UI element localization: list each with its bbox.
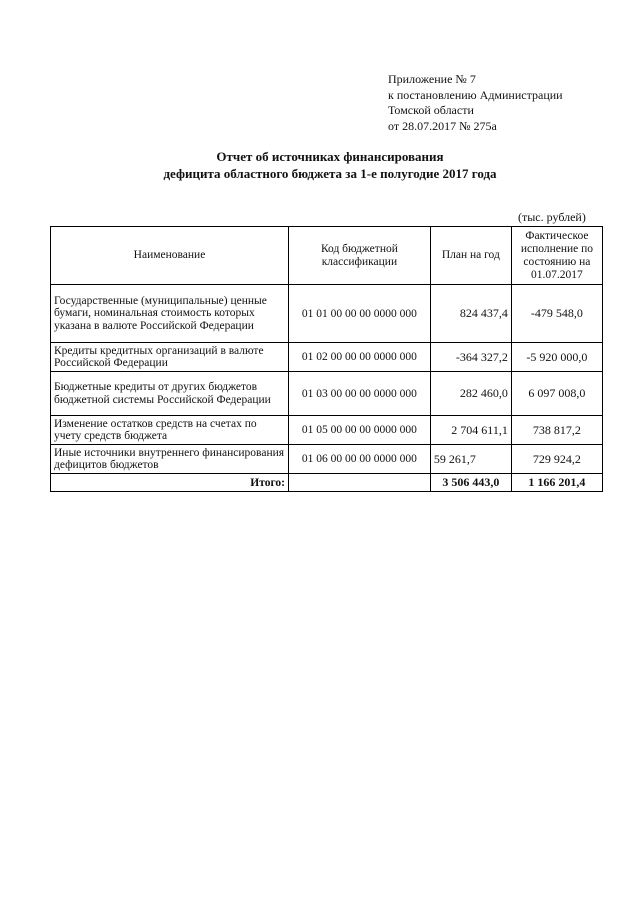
row-name: Изменение остатков средств на счетах по учету средств бюджета [51, 416, 289, 445]
total-code-empty [289, 474, 431, 492]
header-plan: План на год [430, 227, 511, 285]
row-name: Бюджетные кредиты от других бюджетов бюджетной системы Российской Федерации [51, 372, 289, 416]
row-code: 01 03 00 00 00 0000 000 [289, 372, 431, 416]
row-code: 01 06 00 00 00 0000 000 [289, 445, 431, 474]
row-fact: -5 920 000,0 [511, 343, 602, 372]
row-name: Государственные (муниципальные) ценные бумаги, номинальная стоимость которых указана в валюте Российской Федерации [51, 285, 289, 343]
appendix-line-3: Томской области [388, 103, 474, 117]
total-row [51, 474, 603, 492]
row-fact: -479 548,0 [511, 285, 602, 343]
header-fact: Фактическое исполнение по состоянию на 01.07.2017 [511, 227, 602, 285]
row-plan: 59 261,7 [430, 445, 511, 474]
report-title [0, 148, 640, 182]
table-row [51, 372, 603, 416]
row-fact: 738 817,2 [511, 416, 602, 445]
report-title-line-1: Отчет об источниках финансирования [216, 149, 444, 164]
appendix-block [388, 72, 563, 134]
appendix-line-1: Приложение № 7 [388, 72, 476, 86]
header-code: Код бюджетной классификации [289, 227, 431, 285]
appendix-line-4: от 28.07.2017 № 275а [388, 118, 497, 133]
appendix-line-2: к постановлению Администрации [388, 87, 563, 102]
row-plan: 2 704 611,1 [430, 416, 511, 445]
row-name: Кредиты кредитных организаций в валюте Российской Федерации [51, 343, 289, 372]
units-label: (тыс. рублей) [518, 210, 586, 224]
row-name: Иные источники внутреннего финансирования дефицитов бюджетов [51, 445, 289, 474]
table-row [51, 445, 603, 474]
report-title-line-2: дефицита областного бюджета за 1-е полугодие 2017 года [163, 166, 497, 181]
total-plan: 3 506 443,0 [430, 474, 511, 492]
row-plan: -364 327,2 [430, 343, 511, 372]
table-header-row [51, 227, 603, 285]
financing-sources-table [50, 226, 603, 492]
table-row [51, 285, 603, 343]
table-row [51, 343, 603, 372]
total-label: Итого: [51, 474, 289, 492]
row-plan: 824 437,4 [430, 285, 511, 343]
table-row [51, 416, 603, 445]
row-code: 01 02 00 00 00 0000 000 [289, 343, 431, 372]
row-fact: 729 924,2 [511, 445, 602, 474]
row-plan: 282 460,0 [430, 372, 511, 416]
row-code: 01 05 00 00 00 0000 000 [289, 416, 431, 445]
row-fact: 6 097 008,0 [511, 372, 602, 416]
row-code: 01 01 00 00 00 0000 000 [289, 285, 431, 343]
header-name: Наименование [51, 227, 289, 285]
total-fact: 1 166 201,4 [511, 474, 602, 492]
